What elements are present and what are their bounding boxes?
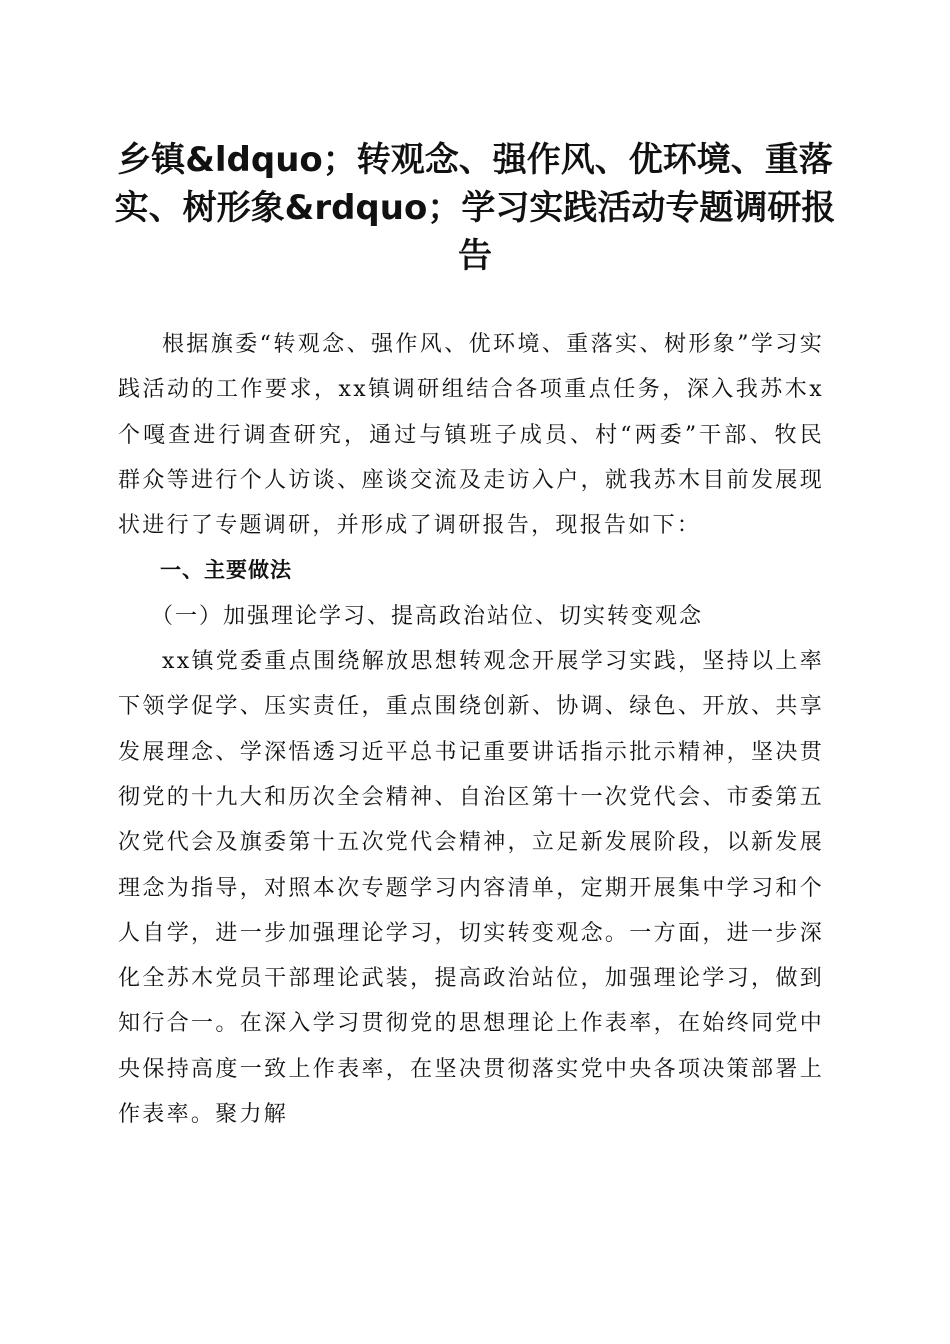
subsection-heading: （一）加强理论学习、提高政治站位、切实转变观念: [151, 603, 704, 629]
document-title: 乡镇&ldquo；转观念、强作风、优环境、重落实、树形象&rdquo；学习实践活动专题调研报告: [114, 140, 836, 276]
intro-paragraph: 根据旗委“转观念、强作风、优环境、重落实、树形象”学习实践活动的工作要求，xx镇调研组结合各项重点任务，深入我苏木x个嘎查进行调查研究，通过与镇班子成员、村“两委”干部、牧民群众等进行个人访谈、座谈交流及走访入户，就我苏木目前发展现状进行了专题调研，并形成了调研报告，现报告如下：: [118, 332, 824, 539]
document-body: [118, 322, 824, 1137]
section-heading: 一、主要做法: [160, 558, 292, 583]
subsection-paragraph: xx镇党委重点围绕解放思想转观念开展学习实践，坚持以上率下领学促学、压实责任，重点围绕创新、协调、绿色、开放、共享发展理念、学深悟透习近平总书记重要讲话指示批示精神，坚决贯彻党的十九大和历次全会精神、自治区第十一次党代会、市委第五次党代会及旗委第十五次党代会精神，立足新发展阶段，以新发展理念为指导，对照本次专题学习内容清单，定期开展集中学习和个人自学，进一步加强理论学习，切实转变观念。一方面，进一步深化全苏木党员干部理论武装，提高政治站位，加强理论学习，做到知行合一。在深入学习贯彻党的思想理论上作表率，在始终同党中央保持高度一致上作表率，在坚决贯彻落实党中央各项决策部署上作表率。聚力解: [118, 649, 824, 1128]
